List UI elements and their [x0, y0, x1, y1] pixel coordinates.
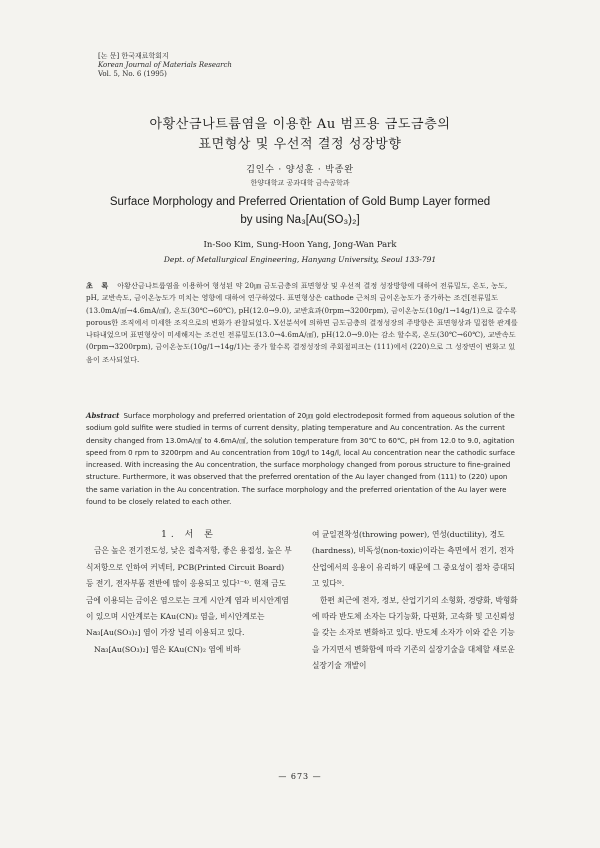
- abstract-ko-label: 초 록: [86, 281, 112, 290]
- body-paragraph: 여 균일전착성(throwing power), 연성(ductility), 경도(hardness), 비독성(non-toxic)이라는 측면에서 전기, 전자 산업에서의 응용이 유리하기 때문에 그 중요성이 점차 증대되고 있다⁵⁾.: [312, 530, 515, 589]
- abstract-en-text: Surface morphology and preferred orientation of 20㎛ gold electrodeposit formed from aqueous solution of the sodium gold sulfite were studied in terms of current density, plating temperature and Au concentration. As the current density changed from 13.0mA/㎠ to 4.6mA/㎠, the solution temperature from 30℃ to 60℃, pH from 12.0 to 9.0, agitation speed from 0 rpm to 3200rpm and Au concentration from 10g/l to 14g/l, local Au concentration near the cathodic surface increased. With increasing the Au concentration, the surface morphology changed from porous structure to fine-grained structure. Furthermore, it was observed that the preferred orentation of the Au layer changed from (111) to (220) upon the same variation in the Au concentration. The surface morphology and the preferred orientation of the Au layer were found to be closely related to each other.: [86, 411, 515, 507]
- journal-name-ko: [논 문] 한국재료학회지: [98, 52, 169, 60]
- journal-header: [98, 52, 232, 79]
- abstract-en: [86, 410, 518, 508]
- section-1-title: 1. 서 론: [161, 530, 217, 540]
- body-column-left: [86, 527, 292, 658]
- page-number: — 673 —: [278, 772, 322, 781]
- body-column-right: [312, 527, 518, 675]
- abstract-ko: [86, 280, 518, 366]
- department-en: Dept. of Metallurgical Engineering, Hanyang University, Seoul 133-791: [163, 255, 437, 264]
- title-en-line1: Surface Morphology and Preferred Orientation of Gold Bump Layer formed: [109, 196, 491, 208]
- journal-volume: Vol. 5, No. 6 (1995): [98, 70, 167, 78]
- body-paragraph: 금은 높은 전기전도성, 낮은 접촉저항, 좋은 용접성, 높은 부식저항으로 인하여 커넥터, PCB(Printed Circuit Board) 등 전기, 전자부품 전반에 많이 응용되고 있다¹⁻⁴⁾. 현재 금도금에 이용되는 금이온 염으로는 크게 시안계 염과 비시안계염이 있으며 시안계로는 KAu(CN)₂ 염을, 비시안계로는 Na₃[Au(SO₃)₂] 염이 가장 널리 이용되고 있다.: [86, 546, 292, 638]
- title-en-line2: by using Na₃[Au(SO₃)₂]: [240, 214, 360, 226]
- abstract-en-label: Abstract: [86, 411, 120, 420]
- authors-ko: 김인수 · 양성훈 · 박종완: [246, 165, 354, 175]
- affiliation-ko: 한양대학교 공과대학 금속공학과: [250, 179, 350, 187]
- abstract-ko-text: 아황산금나트륨염을 이용하여 형성된 약 20㎛ 금도금층의 표면형상 및 우선적 결정 성장방향에 대하여 전류밀도, 온도, 농도, pH, 교반속도, 금이온농도가 미치는 영향에 대하여 연구하였다. 표면형상은 cathode 근처의 금이온농도가 증가하는 조건[전류밀도(13.0mA/㎠→4.6mA/㎠), 온도(30℃→60℃), pH(12.0→9.0), 교반효과(0rpm→3200rpm), 금이온농도(10g/1→14g/1)으로 갈수록 porous한 조직에서 미세한 조직으로의 변화가 관찰되었다. X선분석에 의하면 금도금층의 결정성장의 주방향은 표면형상과 밀접한 관계를 나타내었으며 표면형상이 미세해지는 조건인 전류밀도(13.0→4.6mA/㎠), pH(12.0→9.0)는 감소 할수록, 온도(30℃→60℃), 교반속도(0rpm→3200rpm), 금이온농도(10g/1→14g/1)는 증가 할수록 결정성장의 주회절피크는 (111)에서 (220)으로 그 성장면이 변화고 있음이 조사되었다.: [86, 281, 518, 364]
- authors-en: In-Soo Kim, Sung-Hoon Yang, Jong-Wan Park: [203, 240, 397, 250]
- journal-name-en: Korean Journal of Materials Research: [98, 61, 232, 69]
- body-paragraph: Na₃[Au(SO₃)₂] 염은 KAu(CN)₂ 염에 비하: [94, 644, 241, 654]
- title-ko-line1: 아황산금나트륨염을 이용한 Au 범프용 금도금층의: [149, 117, 451, 132]
- body-paragraph: 한편 최근에 전자, 정보, 산업기기의 소형화, 경량화, 박형화에 따라 반도체 소자는 다기능화, 다핀화, 고속화 및 고신뢰성을 갖는 소자로 변화하고 있다. 반도체 소자가 이와 같은 기능을 가지면서 변화함에 따라 기존의 실장기술을 대체할 새로운 실장기술 개발이: [312, 595, 518, 671]
- title-ko-line2: 표면형상 및 우선적 결정 성장방향: [198, 137, 402, 152]
